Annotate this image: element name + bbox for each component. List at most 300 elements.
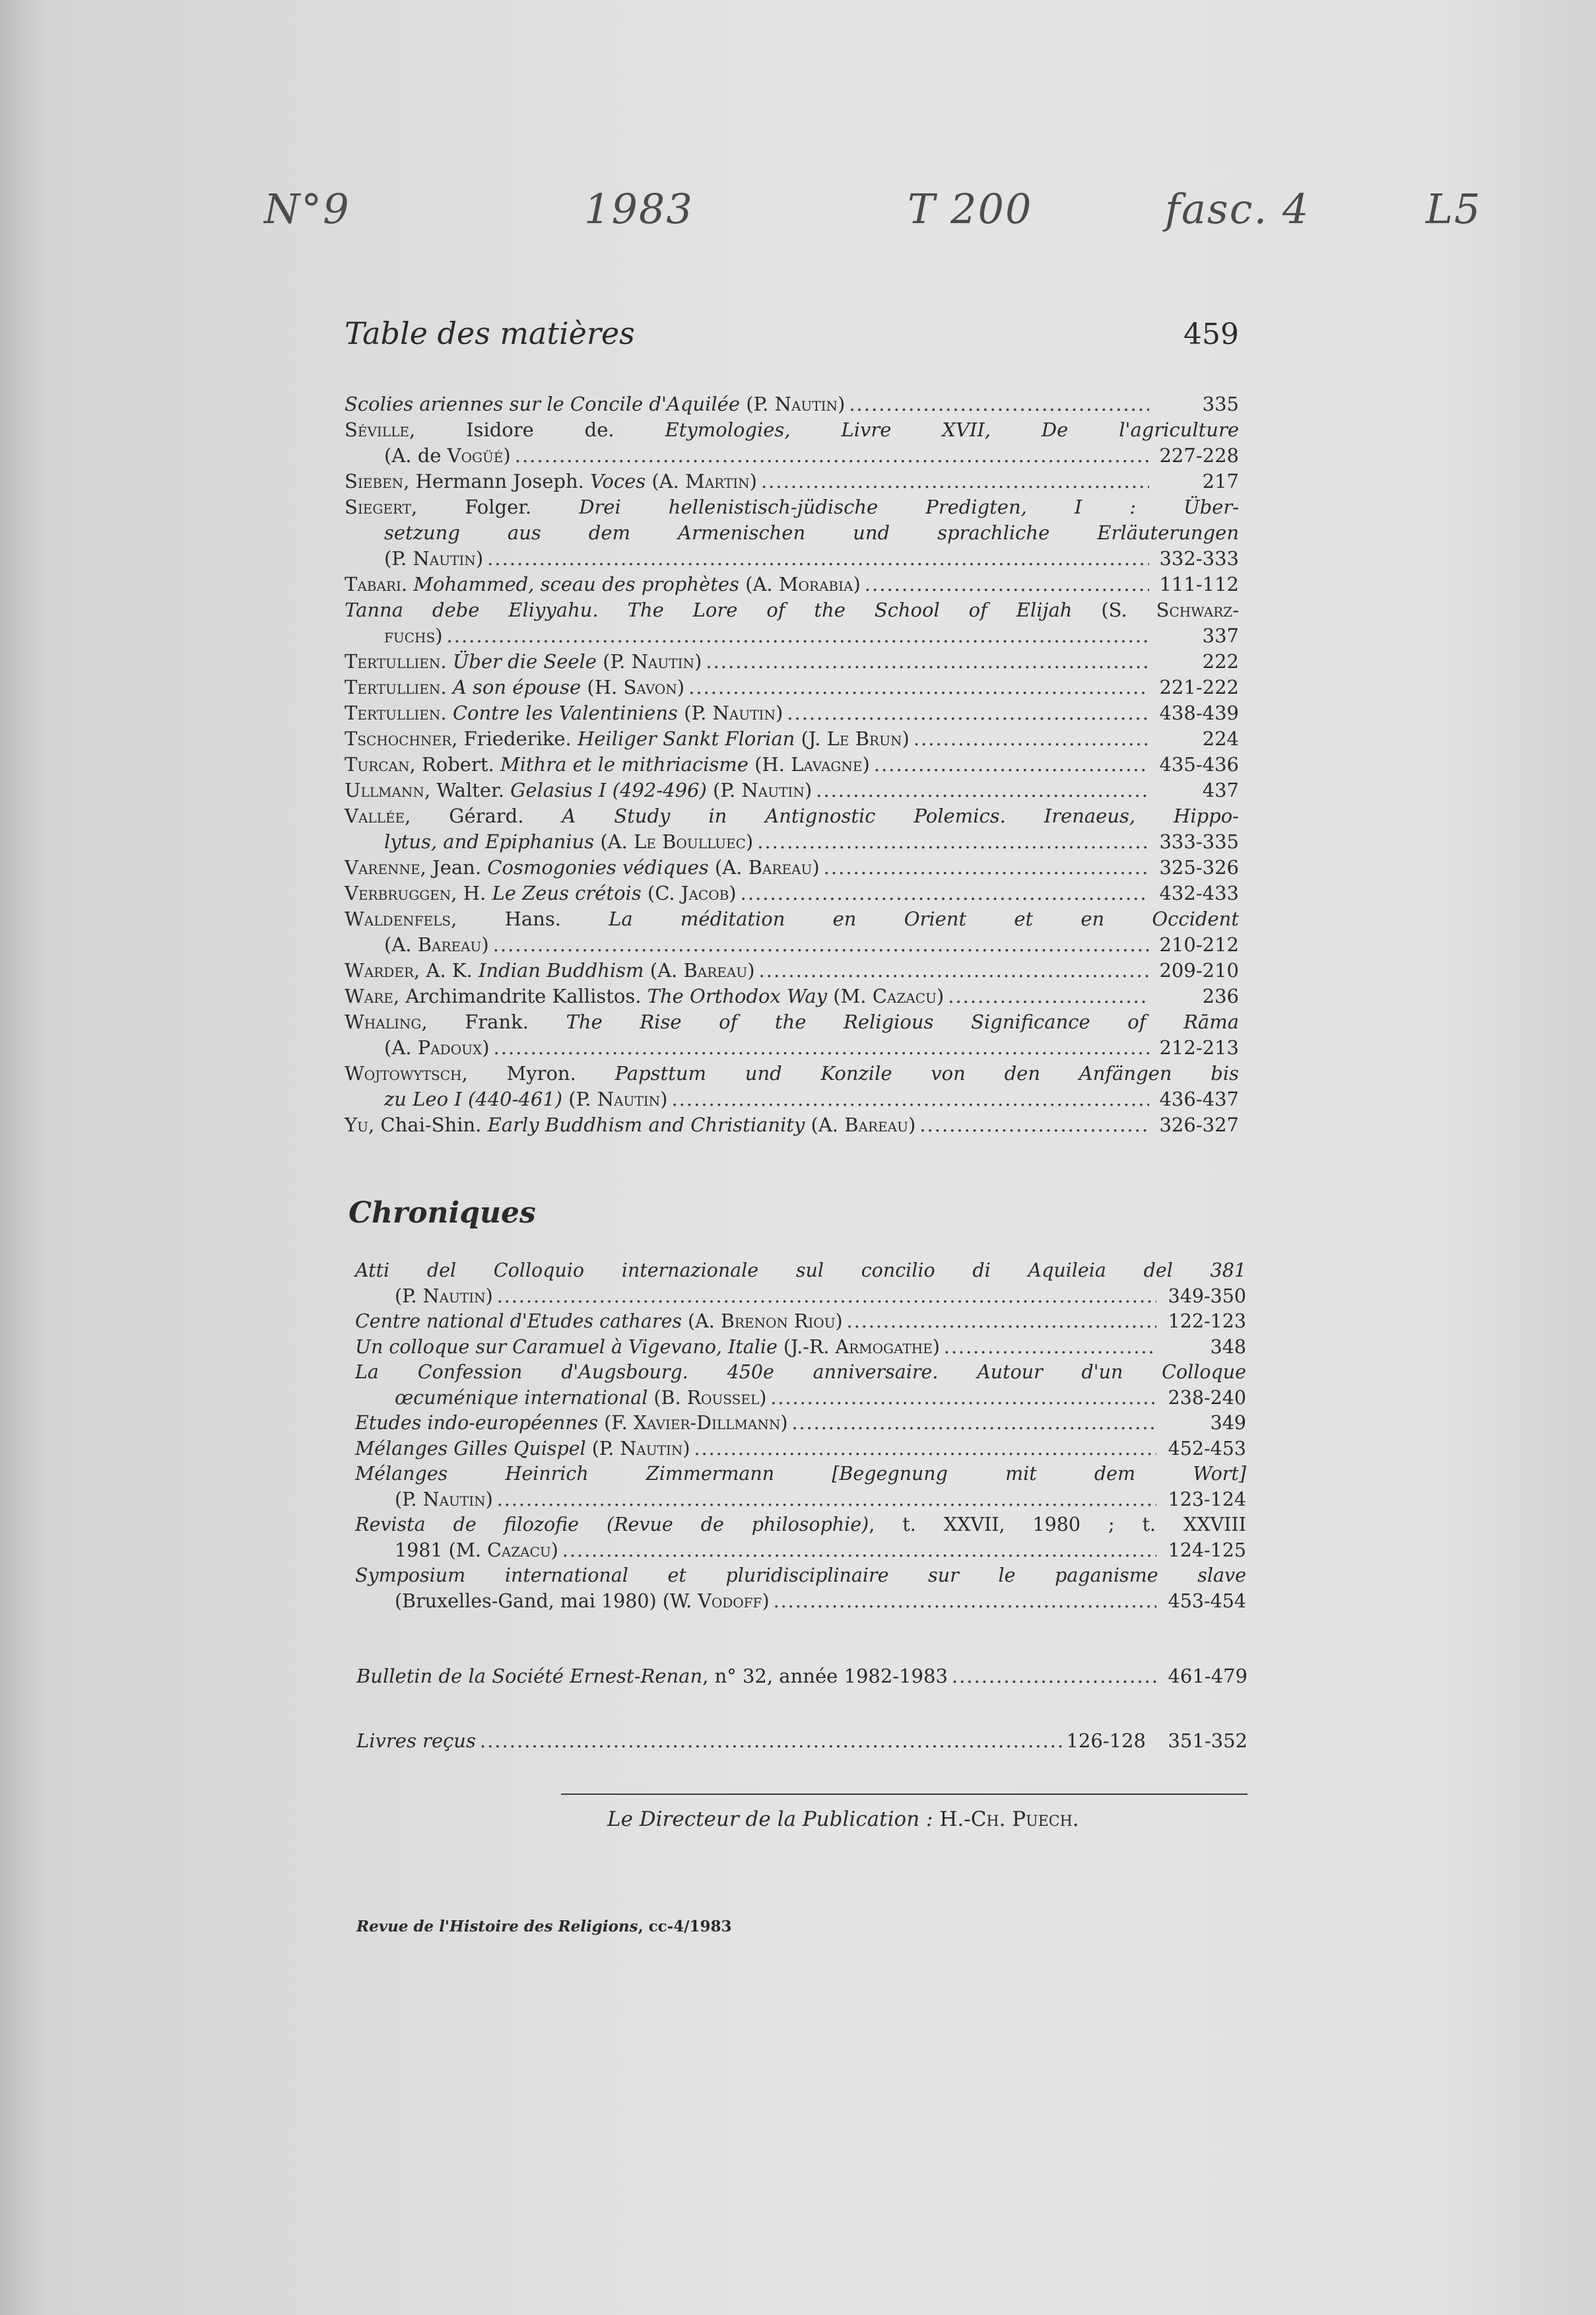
handwritten-note-code: L5	[1426, 185, 1482, 233]
entry-text	[355, 1564, 1246, 1586]
entry-text	[384, 521, 1239, 544]
text-run: Nautin	[741, 779, 805, 801]
entry-text	[345, 984, 944, 1009]
entry-text	[355, 1463, 1246, 1485]
text-run: Verbruggen	[345, 882, 451, 904]
entry-text	[395, 1284, 493, 1310]
index-entry	[345, 906, 1239, 958]
text-run: Centre national d'Etudes cathares	[355, 1310, 682, 1332]
entry-line	[345, 1009, 1239, 1035]
text-run: Xavier-Dillmann	[633, 1412, 781, 1434]
text-run: Etymologies, Livre XVII, De l'agriculture	[665, 419, 1240, 441]
text-run: Le Zeus crétois	[492, 882, 642, 904]
entry-pages: 438-439	[1159, 702, 1239, 724]
entry-text	[384, 932, 489, 958]
text-run: )	[677, 676, 685, 698]
bulletin-entry	[356, 1663, 1247, 1689]
entry-pages: 217	[1202, 470, 1239, 492]
text-run: (P.	[706, 779, 742, 801]
entry-text	[355, 1309, 843, 1335]
entry-line	[345, 700, 1239, 726]
text-run: (P.	[596, 650, 632, 673]
index-entry	[345, 855, 1239, 881]
entry-pages: 221-222	[1159, 676, 1239, 698]
entry-text	[395, 1487, 493, 1513]
leader-dots	[741, 881, 1149, 906]
text-run: Un colloque sur Caramuel à Vigevano, Italie	[355, 1335, 778, 1358]
text-run: Mélanges Heinrich Zimmermann [Begegnung mit dem Wort]	[355, 1463, 1246, 1485]
entry-line	[345, 958, 1239, 984]
text-run: .	[440, 676, 453, 698]
bulletin-detail: , n° 32, année 1982-1983	[702, 1665, 948, 1687]
entry-text	[355, 1514, 1246, 1535]
leader-dots	[493, 932, 1149, 958]
text-run: Mélanges Gilles Quispel	[355, 1437, 586, 1459]
text-run: (A.	[594, 830, 634, 853]
text-run: Mithra et le mithriacisme	[500, 753, 748, 776]
text-run: (A.	[681, 1310, 721, 1332]
text-run: )	[936, 985, 945, 1007]
entry-pages: 335	[1202, 393, 1239, 415]
entry-text	[345, 1112, 915, 1138]
bulletin-title: Bulletin de la Société Ernest-Renan	[356, 1665, 703, 1687]
entry-line	[345, 984, 1239, 1009]
divider-rule	[561, 1794, 1247, 1795]
entry-line	[355, 1360, 1246, 1386]
text-run: , Hermann Joseph.	[403, 470, 591, 492]
text-run: Contre les Valentiniens	[452, 702, 678, 724]
entry-line	[355, 1335, 1246, 1360]
text-run: Gelasius I (492-496)	[510, 779, 707, 801]
text-run: )	[694, 650, 702, 673]
text-run: (B.	[648, 1386, 687, 1409]
entry-line	[355, 1258, 1246, 1284]
index-entry	[345, 1009, 1239, 1061]
index-entry	[345, 958, 1239, 984]
entry-line	[345, 417, 1239, 443]
text-run: Bareau	[844, 1114, 908, 1136]
text-run: zu Leo I (440-461)	[384, 1088, 563, 1110]
entry-pages: 227-228	[1159, 444, 1239, 467]
text-run: Tanna debe Eliyyahu. The Lore of the School of Elijah	[345, 599, 1073, 621]
chroniques-list	[355, 1258, 1246, 1614]
text-run: Turcan	[345, 753, 410, 776]
text-run: Nautin	[620, 1437, 683, 1459]
entry-text	[345, 419, 1239, 441]
text-run: (Bruxelles-Gand, mai 1980) (W.	[395, 1590, 698, 1612]
text-run: Waldenfels	[345, 908, 451, 930]
text-run: Cosmogonies védiques	[487, 856, 709, 879]
text-run: Nautin	[774, 393, 838, 415]
text-run: Vodoff	[698, 1590, 762, 1612]
entry-line	[345, 546, 1239, 572]
text-run: , Archimandrite Kallistos.	[393, 985, 648, 1007]
entry-line	[345, 906, 1239, 932]
text-run: )	[862, 753, 870, 776]
text-run: Lavagne	[791, 753, 863, 776]
text-run: )	[485, 1285, 493, 1307]
entry-text	[355, 1335, 940, 1360]
text-run: .	[440, 650, 453, 673]
entry-pages: 349	[1210, 1412, 1246, 1434]
text-run: )	[835, 1310, 843, 1332]
index-entry	[345, 1061, 1239, 1112]
text-run: Symposium international et pluridisciplinaire sur le paganisme slave	[355, 1564, 1246, 1586]
chronique-entry	[355, 1309, 1246, 1335]
text-run: , Frank.	[421, 1011, 566, 1033]
text-run: (A.	[708, 856, 748, 879]
text-run: Le Boulluec	[634, 830, 746, 853]
entry-text	[384, 829, 753, 855]
text-run: Mohammed, sceau des prophètes	[413, 573, 739, 595]
chronique-entry	[355, 1512, 1246, 1563]
index-entries-list	[345, 391, 1239, 1138]
entry-text	[384, 1035, 490, 1061]
text-run: (A.	[739, 573, 779, 595]
entry-text	[345, 675, 684, 700]
entry-pages: 238-240	[1168, 1386, 1246, 1409]
entry-text	[345, 1011, 1239, 1033]
entry-line	[355, 1411, 1246, 1436]
chronique-entry	[355, 1258, 1246, 1309]
text-run: (F.	[598, 1412, 634, 1434]
entry-pages: 123-124	[1168, 1488, 1246, 1510]
text-run: )	[749, 470, 757, 492]
text-run: Sieben	[345, 470, 404, 492]
entry-pages: 437	[1202, 779, 1239, 801]
entry-line	[345, 572, 1239, 597]
entry-pages: 436-437	[1159, 1088, 1239, 1110]
leader-dots	[919, 1112, 1149, 1138]
leader-dots	[944, 1335, 1156, 1360]
text-run: Nautin	[712, 702, 776, 724]
chronique-entry	[355, 1360, 1246, 1411]
text-run: Whaling	[345, 1011, 422, 1033]
text-run: )	[780, 1412, 788, 1434]
index-entry	[345, 778, 1239, 803]
entry-line	[355, 1309, 1246, 1335]
entry-line	[345, 778, 1239, 803]
entry-line	[355, 1589, 1246, 1615]
entry-line	[355, 1563, 1246, 1589]
text-run: Ullmann	[345, 779, 424, 801]
text-run: A Study in Antignostic Polemics. Irenaeus, Hippo-	[562, 805, 1240, 827]
entry-text	[355, 1361, 1246, 1383]
text-run: (A.	[644, 959, 684, 982]
text-run: )	[902, 727, 910, 750]
text-run: (P.	[395, 1285, 423, 1307]
text-run: (S.	[1072, 599, 1156, 621]
leader-dots	[497, 1487, 1156, 1513]
text-run: , A. K.	[414, 959, 479, 982]
entry-text	[345, 778, 812, 803]
entry-text	[395, 1538, 558, 1564]
leader-dots	[562, 1538, 1156, 1564]
entry-pages: 435-436	[1159, 753, 1239, 776]
text-run: (P.	[562, 1088, 597, 1110]
entry-text	[345, 752, 870, 778]
text-run: (J.	[795, 727, 827, 750]
index-entry	[345, 752, 1239, 778]
entry-pages: 325-326	[1159, 856, 1239, 879]
text-run: Ware	[345, 985, 393, 1007]
entry-text	[345, 469, 757, 494]
text-run: Tschochner	[345, 727, 452, 750]
text-run: Vogüé	[447, 444, 504, 467]
entry-pages: 236	[1202, 985, 1239, 1007]
text-run: La Confession d'Augsbourg. 450e anniversaire. Autour d'un Colloque	[355, 1361, 1246, 1383]
text-run: Nautin	[631, 650, 694, 673]
entry-pages: 210-212	[1159, 933, 1239, 956]
livres-recus-entry	[356, 1728, 1247, 1754]
entry-line	[345, 726, 1239, 752]
text-run: .	[440, 702, 453, 724]
text-run: Drei hellenistisch-jüdische Predigten, I : Über-	[579, 496, 1240, 518]
entry-line	[345, 829, 1239, 855]
entry-text	[345, 572, 861, 597]
entry-text	[355, 1436, 690, 1462]
text-run: , Hans.	[451, 908, 609, 930]
text-run: Etudes indo-européennes	[355, 1412, 599, 1434]
entry-line	[345, 881, 1239, 906]
entry-text	[345, 700, 783, 726]
leader-dots	[671, 1087, 1149, 1112]
text-run: Cazacu	[487, 1539, 551, 1561]
entry-line	[345, 623, 1239, 649]
entry-pages: 452-453	[1168, 1437, 1246, 1459]
index-entry	[345, 649, 1239, 675]
leader-dots	[847, 1309, 1156, 1335]
entry-text	[345, 908, 1239, 930]
text-run: )	[747, 959, 755, 982]
text-run: Vallée	[345, 805, 405, 827]
text-run: Armogathe	[835, 1335, 933, 1358]
text-run: )	[435, 624, 443, 647]
text-run: (H.	[748, 753, 791, 776]
entry-line	[345, 1112, 1239, 1138]
entry-pages: 124-125	[1168, 1539, 1246, 1561]
chronique-entry	[355, 1335, 1246, 1360]
entry-line	[345, 494, 1239, 520]
entry-text	[345, 958, 755, 984]
text-run: (P.	[585, 1437, 620, 1459]
entry-pages: 222	[1202, 650, 1239, 673]
text-run: Nautin	[597, 1088, 661, 1110]
director-label: Le Directeur de la Publication :	[607, 1807, 933, 1831]
entry-pages: 326-327	[1159, 1114, 1239, 1136]
entry-line	[345, 1035, 1239, 1061]
index-entry	[345, 700, 1239, 726]
entry-line	[345, 597, 1239, 623]
entry-pages: 453-454	[1168, 1590, 1246, 1612]
text-run: Bareau	[748, 856, 813, 879]
entry-line	[345, 520, 1239, 546]
leader-dots	[757, 829, 1149, 855]
entry-pages: 209-210	[1159, 959, 1239, 982]
text-run: (P.	[395, 1488, 423, 1510]
journal-name: Revue de l'Histoire des Religions	[356, 1918, 638, 1935]
text-run: )	[485, 1488, 493, 1510]
text-run: Siegert	[345, 496, 411, 518]
leader-dots	[948, 984, 1149, 1009]
entry-text	[345, 881, 737, 906]
text-run: )	[482, 1036, 490, 1059]
entry-pages: 349-350	[1168, 1285, 1246, 1307]
text-run: , Walter.	[424, 779, 511, 801]
text-run: Schwarz-	[1156, 599, 1239, 621]
entry-line	[345, 391, 1239, 417]
text-run: Cazacu	[872, 985, 937, 1007]
text-run: Morabia	[778, 573, 853, 595]
text-run: )	[503, 444, 511, 467]
leader-dots	[487, 546, 1149, 572]
text-run: Wojtowytsch	[345, 1062, 462, 1085]
journal-ref: , cc-4/1983	[638, 1918, 732, 1935]
entry-pages: 348	[1210, 1335, 1246, 1358]
text-run: Tabari	[345, 573, 401, 595]
text-run: fuchs	[384, 624, 436, 647]
text-run: )	[775, 702, 783, 724]
text-run: )	[908, 1114, 916, 1136]
entry-text	[355, 1411, 787, 1436]
entry-line	[355, 1487, 1246, 1513]
entry-line	[345, 649, 1239, 675]
text-run: (J.-R.	[777, 1335, 836, 1358]
text-run: Martin	[685, 470, 750, 492]
text-run: (M.	[827, 985, 873, 1007]
entry-pages: 122-123	[1168, 1310, 1246, 1332]
index-entry	[345, 1112, 1239, 1138]
leader-dots	[694, 1436, 1156, 1462]
handwritten-note-tome: T 200	[908, 185, 1033, 233]
text-run: , H.	[451, 882, 492, 904]
text-run: )	[682, 1437, 690, 1459]
entry-text	[345, 391, 845, 417]
text-run: (A.	[805, 1114, 845, 1136]
leader-dots	[494, 1035, 1149, 1061]
entry-text	[345, 726, 910, 752]
leader-dots	[706, 649, 1149, 675]
entry-text	[345, 805, 1239, 827]
text-run: )	[550, 1539, 558, 1561]
text-run: (P.	[739, 393, 775, 415]
text-run: , Myron.	[461, 1062, 615, 1085]
leader-dots	[480, 1728, 1063, 1754]
text-run: Nautin	[422, 1285, 486, 1307]
text-run: Padoux	[417, 1036, 482, 1059]
index-entry	[345, 726, 1239, 752]
entry-line	[345, 803, 1239, 829]
entry-text	[384, 623, 443, 649]
leader-dots	[688, 675, 1149, 700]
chronique-entry	[355, 1563, 1246, 1614]
leader-dots	[761, 469, 1149, 494]
leader-dots	[770, 1386, 1156, 1411]
text-run: )	[853, 573, 861, 595]
leader-dots	[816, 778, 1149, 803]
text-run: Papsttum und Konzile von den Anfängen bis	[615, 1062, 1239, 1085]
text-run: Tertullien	[345, 650, 441, 673]
handwritten-note-number: N°9	[264, 185, 350, 233]
text-run: )	[660, 1088, 668, 1110]
entry-line	[355, 1386, 1246, 1411]
entry-line	[345, 675, 1239, 700]
leader-dots	[774, 1589, 1156, 1615]
index-entry	[345, 391, 1239, 417]
entry-text	[395, 1589, 770, 1615]
text-run: Early Buddhism and Christianity	[487, 1114, 805, 1136]
entry-text	[345, 599, 1239, 621]
entry-line	[345, 1061, 1239, 1087]
leader-dots	[791, 1411, 1156, 1436]
text-run: )	[745, 830, 754, 853]
entry-line	[345, 855, 1239, 881]
index-entry	[345, 803, 1239, 855]
text-run: Heiliger Sankt Florian	[578, 727, 795, 750]
text-run: (A. de	[384, 444, 448, 467]
text-run: Tertullien	[345, 702, 441, 724]
entry-line	[355, 1284, 1246, 1310]
entry-text	[345, 855, 820, 881]
text-run: .	[401, 573, 414, 595]
entry-pages: 432-433	[1159, 882, 1239, 904]
entry-pages: 111-112	[1159, 573, 1239, 595]
text-run: Über die Seele	[452, 650, 597, 673]
text-run: (A.	[384, 1036, 418, 1059]
text-run: (H.	[581, 676, 624, 698]
text-run: œcuménique international	[395, 1386, 648, 1409]
text-run: Voces	[590, 470, 646, 492]
text-run: Nautin	[413, 547, 476, 570]
text-run: Le Brun	[826, 727, 902, 750]
livres-recus-title: Livres reçus	[356, 1729, 476, 1752]
text-run: )	[481, 933, 489, 956]
director-name: H.-Ch. Puech.	[939, 1807, 1079, 1831]
index-entry	[345, 881, 1239, 906]
text-run: Revista de filozofie (Revue de philosophie)	[355, 1514, 869, 1535]
entry-line	[345, 469, 1239, 494]
page-header	[345, 316, 1239, 351]
index-entry	[345, 597, 1239, 649]
leader-dots	[824, 855, 1149, 881]
entry-line	[345, 443, 1239, 469]
text-run: , t. XXVII, 1980 ; t. XXVIII	[869, 1514, 1246, 1535]
entry-text	[345, 1062, 1239, 1085]
text-run: Brenon Riou	[720, 1310, 836, 1332]
text-run: Varenne	[345, 856, 420, 879]
chronique-entry	[355, 1461, 1246, 1512]
text-run: )	[804, 779, 813, 801]
index-entry	[345, 417, 1239, 469]
livres-recus-pages-b: 351-352	[1168, 1729, 1247, 1752]
text-run: A son épouse	[452, 676, 582, 698]
entry-pages: 337	[1202, 624, 1239, 647]
text-run: , Chai-Shin.	[368, 1114, 488, 1136]
entry-text	[384, 1087, 667, 1112]
leader-dots	[447, 623, 1149, 649]
entry-text	[355, 1259, 1246, 1281]
text-run: )	[812, 856, 820, 879]
entry-line	[355, 1461, 1246, 1487]
entry-text	[384, 546, 483, 572]
text-run: (C.	[641, 882, 681, 904]
leader-dots	[515, 443, 1149, 469]
entry-line	[345, 1087, 1239, 1112]
text-run: Yu	[345, 1114, 368, 1136]
chronique-entry	[355, 1411, 1246, 1436]
section-title-chroniques: Chroniques	[349, 1196, 536, 1230]
text-run: 1981 (M.	[395, 1539, 488, 1561]
